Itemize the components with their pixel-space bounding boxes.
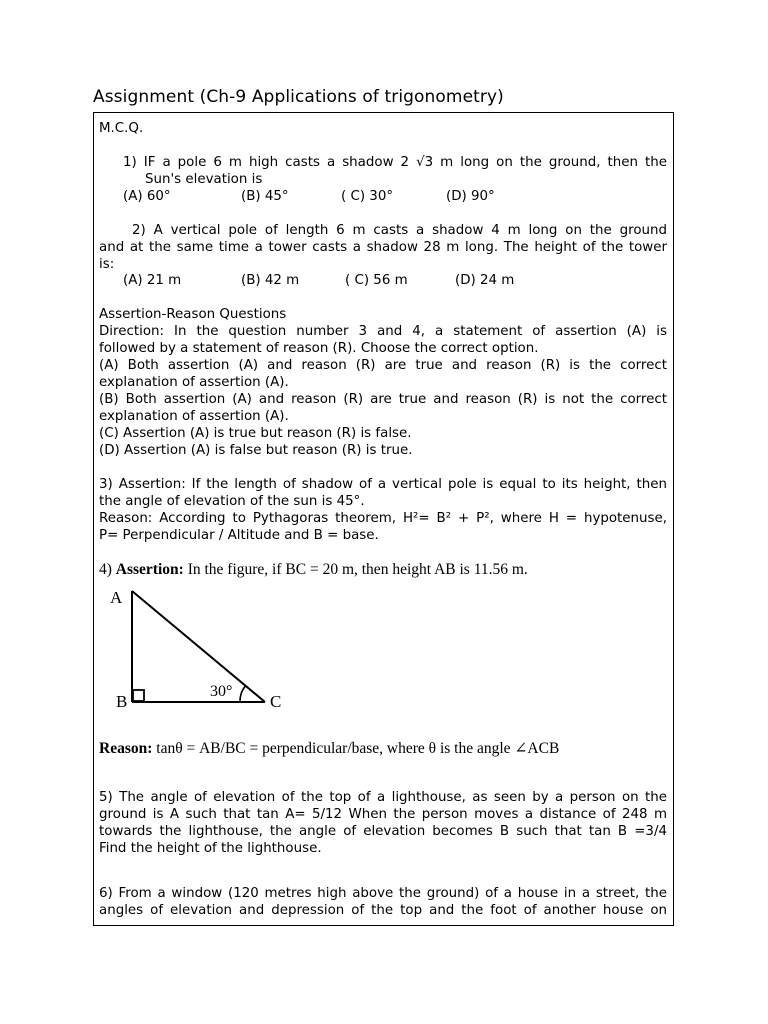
ar-line: Direction: In the question number 3 and 4, a statement of assertion (A) is	[99, 324, 667, 339]
q2-line1: 2) A vertical pole of length 6 m casts a shadow 4 m long on the ground	[132, 223, 667, 238]
q3-line: the angle of elevation of the sun is 45°.	[99, 494, 365, 509]
mcq-heading: M.C.Q.	[99, 121, 144, 136]
q2-option-d: (D) 24 m	[455, 273, 515, 288]
right-angle-marker	[133, 690, 144, 701]
q5-line: 5) The angle of elevation of the top of a lighthouse, as seen by a person on the	[99, 790, 667, 805]
q1-option-d: (D) 90°	[446, 189, 495, 204]
q4-reason-label: Reason:	[99, 740, 153, 757]
assignment-box	[93, 112, 674, 926]
ar-line: followed by a statement of reason (R). Choose the correct option.	[99, 341, 539, 356]
ar-line: (B) Both assertion (A) and reason (R) are true and reason (R) is not the correct	[99, 392, 667, 407]
label-b: B	[116, 692, 128, 711]
q2-option-c: ( C) 56 m	[345, 273, 408, 288]
q3-line: P= Perpendicular / Altitude and B = base.	[99, 528, 379, 543]
q2-option-a: (A) 21 m	[123, 273, 182, 288]
q1-option-a: (A) 60°	[123, 189, 171, 204]
q1-line2: Sun's elevation is	[145, 172, 263, 187]
label-a: A	[110, 588, 123, 607]
ar-line: (C) Assertion (A) is true but reason (R) is false.	[99, 426, 412, 441]
angle-label: 30°	[210, 683, 233, 700]
q6-line: angles of elevation and depression of the top and the foot of another house on	[99, 903, 667, 918]
q3-line: Reason: According to Pythagoras theorem, H²= B² + P², where H = hypotenuse,	[99, 511, 667, 526]
q4-assertion	[99, 561, 528, 578]
q4-prefix: 4)	[99, 561, 116, 578]
q1-option-b: (B) 45°	[241, 189, 289, 204]
q1-line1: 1) IF a pole 6 m high casts a shadow 2 √3 m long on the ground, then the	[123, 155, 667, 170]
page-title: Assignment (Ch-9 Applications of trigonometry)	[93, 87, 504, 107]
label-c: C	[270, 692, 282, 711]
ar-line: explanation of assertion (A).	[99, 375, 289, 390]
angle-arc	[240, 685, 246, 702]
ar-line: (A) Both assertion (A) and reason (R) are true and reason (R) is the correct	[99, 358, 667, 373]
q5-line: ground is A such that tan A= 5/12 When the person moves a distance of 248 m	[99, 807, 667, 822]
q5-line: Find the height of the lighthouse.	[99, 841, 322, 856]
q4-reason-text: tanθ = AB/BC = perpendicular/base, where θ is the angle ∠ACB	[152, 740, 560, 757]
q6-line: 6) From a window (120 metres high above the ground) of a house in a street, the	[99, 886, 667, 901]
ar-line: (D) Assertion (A) is false but reason (R) is true.	[99, 443, 413, 458]
q1-option-c: ( C) 30°	[341, 189, 394, 204]
q3-line: 3) Assertion: If the length of shadow of a vertical pole is equal to its height, then	[99, 477, 667, 492]
ar-line: explanation of assertion (A).	[99, 409, 289, 424]
ar-heading: Assertion-Reason Questions	[99, 307, 287, 322]
q4-assertion-text: In the figure, if BC = 20 m, then height AB is 11.56 m.	[183, 561, 528, 578]
triangle-figure	[94, 583, 294, 713]
q2-option-b: (B) 42 m	[241, 273, 300, 288]
q5-line: towards the lighthouse, the angle of elevation becomes B such that tan B =3/4	[99, 824, 667, 839]
q2-line2: and at the same time a tower casts a shadow 28 m long. The height of the tower	[99, 240, 667, 255]
q4-assertion-label: Assertion:	[115, 561, 184, 578]
q2-line3: is:	[99, 257, 115, 272]
q4-reason	[99, 740, 559, 757]
